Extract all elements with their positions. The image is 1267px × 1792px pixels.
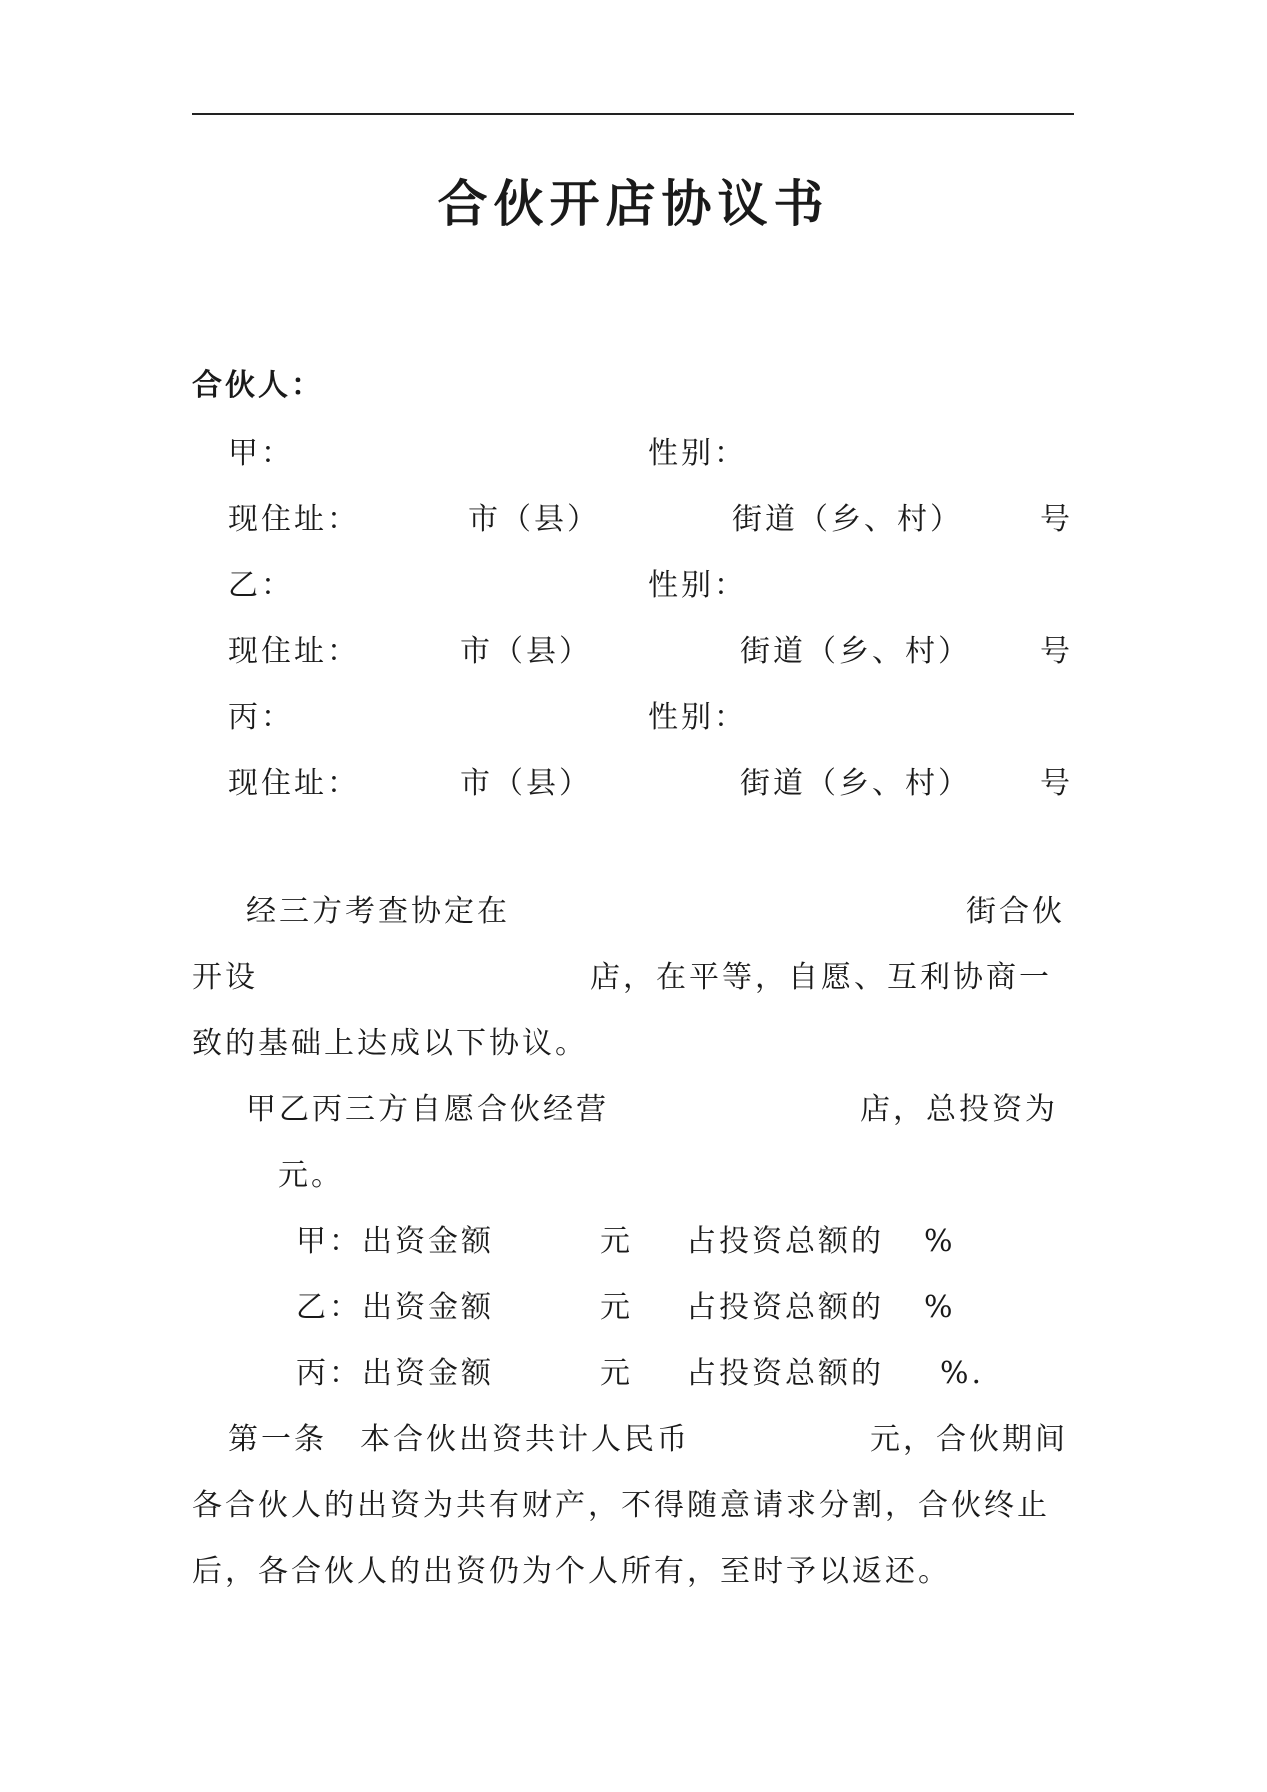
party-c-street: 街道（乡、村） — [740, 766, 971, 801]
intro-line2-end: 店，在平等，自愿、互利协商一 — [590, 960, 1052, 995]
article1-line1-start: 第一条 本合伙出资共计人民币 — [228, 1422, 690, 1457]
investment-row-b-share: 占投资总额的 — [686, 1290, 884, 1325]
party-a-street: 街道（乡、村） — [732, 502, 963, 537]
party-a-city: 市（县） — [468, 502, 600, 537]
party-c-city: 市（县） — [460, 766, 592, 801]
party-c-address-label: 现住址： — [228, 766, 360, 801]
article1-line3: 后，各合伙人的出资仍为个人所有，至时予以返还。 — [192, 1554, 951, 1589]
investment-line1-start: 甲乙丙三方自愿合伙经营 — [246, 1092, 609, 1127]
investment-row-c-unit: 元 — [600, 1356, 633, 1391]
party-c-number: 号 — [1040, 766, 1073, 801]
party-c-label: 丙： — [228, 700, 294, 735]
party-b-street: 街道（乡、村） — [740, 634, 971, 669]
investment-row-a-share: 占投资总额的 — [686, 1224, 884, 1259]
investment-row-b-party: 乙：出资金额 — [296, 1290, 494, 1325]
investment-row-b-percent: % — [924, 1290, 956, 1325]
party-b-gender: 性别： — [648, 568, 747, 603]
partners-heading: 合伙人： — [192, 368, 324, 403]
party-a-label: 甲： — [228, 436, 294, 471]
intro-line1-start: 经三方考查协定在 — [246, 894, 510, 929]
party-a-number: 号 — [1040, 502, 1073, 537]
party-a-address-label: 现住址： — [228, 502, 360, 537]
intro-line2-start: 开设 — [192, 960, 258, 995]
party-b-city: 市（县） — [460, 634, 592, 669]
party-b-number: 号 — [1040, 634, 1073, 669]
party-b-label: 乙： — [228, 568, 294, 603]
investment-row-b-unit: 元 — [600, 1290, 633, 1325]
investment-row-a-percent: % — [924, 1224, 956, 1259]
investment-line1-end: 店，总投资为 — [860, 1092, 1058, 1127]
article1-line2: 各合伙人的出资为共有财产，不得随意请求分割，合伙终止 — [192, 1488, 1050, 1523]
investment-row-c-percent: %. — [940, 1356, 985, 1391]
party-b-address-label: 现住址： — [228, 634, 360, 669]
investment-line2: 元。 — [278, 1158, 344, 1193]
investment-row-a-unit: 元 — [600, 1224, 633, 1259]
investment-row-a-party: 甲：出资金额 — [296, 1224, 494, 1259]
party-a-gender: 性别： — [648, 436, 747, 471]
intro-line1-end: 街合伙 — [966, 894, 1065, 929]
intro-line3: 致的基础上达成以下协议。 — [192, 1026, 588, 1061]
investment-row-c-share: 占投资总额的 — [686, 1356, 884, 1391]
header-rule — [192, 113, 1074, 115]
investment-row-c-party: 丙：出资金额 — [296, 1356, 494, 1391]
document-title: 合伙开店协议书 — [437, 175, 830, 233]
article1-line1-end: 元，合伙期间 — [870, 1422, 1068, 1457]
party-c-gender: 性别： — [648, 700, 747, 735]
